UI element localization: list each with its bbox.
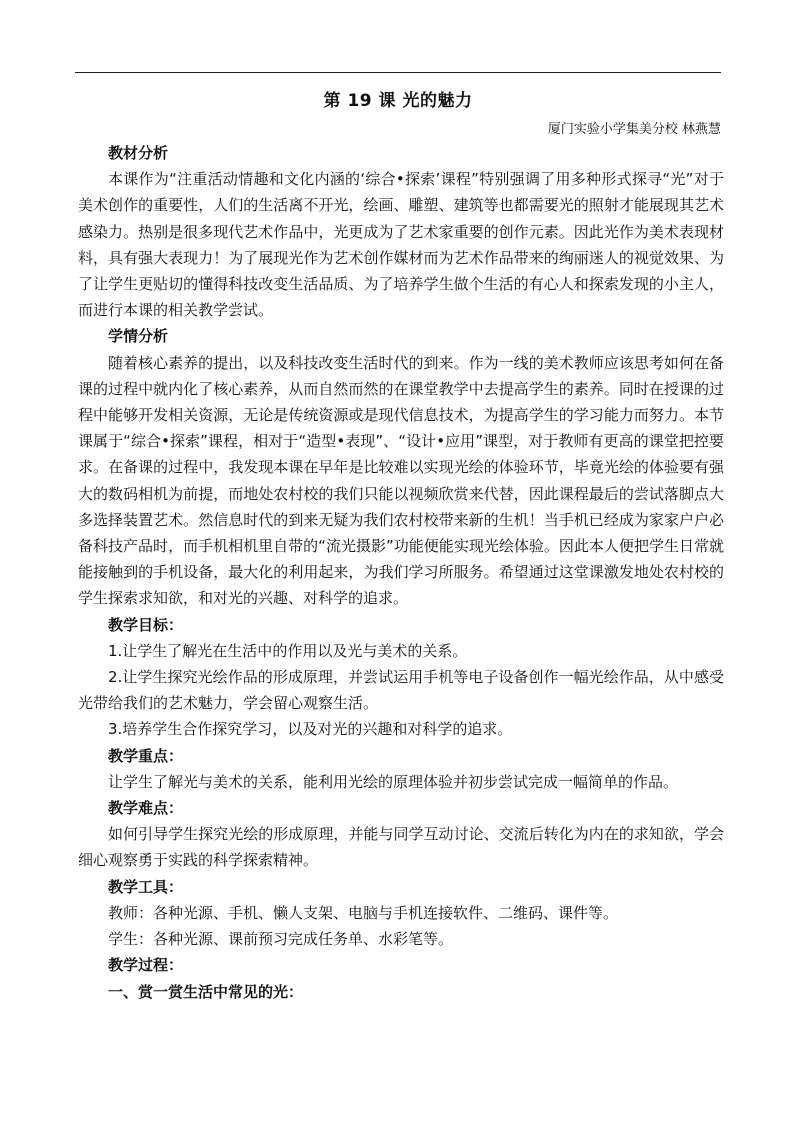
student-analysis-heading: 学情分析 (108, 327, 169, 346)
key-points-text: 让学生了解光与美术的关系，能利用光绘的原理体验并初步尝试完成一幅简单的作品。 (108, 772, 679, 791)
lesson-title: 第 19 课 光的魅力 (323, 91, 473, 111)
textbook-analysis-text: 本课作为“注重活动情趣和文化内涵的‘综合•探索’课程”特别强调了用多种形式探寻“光”对于美术创作的重要性，人们的生活离不开光，绘画、雕塑、建筑等也都需要光的照射才能展现其艺术感染力。热别是很多现代艺术作品中，光更成为了艺术家重要的创作元素。因此光作为美术表现材料，具有强大表现力！为了展现光作为艺术创作媒材而为艺术作品带来的绚丽迷人的视觉效果、为了让学生更贴切的懂得科技改变生活品质、为了培养学生做个生活的有心人和探索发现的小主人，而进行本课的相关教学尝试。 (78, 170, 724, 320)
teaching-goal-1: 1.让学生了解光在生活中的作用以及光与美术的关系。 (108, 641, 468, 660)
teacher-tools-text: 教师：各种光源、手机、懒人支架、电脑与手机连接软件、二维码、课件等。 (108, 903, 619, 922)
textbook-analysis-heading: 教材分析 (108, 144, 169, 162)
process-step-1-heading: 一、赏一赏生活中常见的光： (108, 982, 304, 1001)
teaching-goals-heading: 教学目标： (108, 615, 184, 634)
teaching-goal-3: 3.培养学生合作探究学习，以及对光的兴趣和对科学的追求。 (108, 720, 513, 739)
student-tools-text: 学生：各种光源、课前预习完成任务单、水彩笔等。 (108, 930, 454, 949)
author-line: 厦门实验小学集美分校 林燕慧 (547, 122, 721, 137)
difficulties-heading: 教学难点： (108, 799, 184, 818)
key-points-heading: 教学重点： (108, 746, 184, 765)
header-rule (75, 72, 721, 73)
document-body (78, 140, 724, 1005)
teaching-goal-2: 2.让学生探究光绘作品的形成原理，并尝试运用手机等电子设备创作一幅光绘作品，从中感受光带给我们的艺术魅力，学会留心观察生活。 (78, 668, 724, 713)
teaching-process-heading: 教学过程： (108, 956, 184, 975)
student-analysis-text: 随着核心素养的提出，以及科技改变生活时代的到来。作为一线的美术教师应该思考如何在备课的过程中就内化了核心素养，从而自然而然的在课堂教学中去提高学生的素养。同时在授课的过程中能够开发相关资源，无论是传统资源或是现代信息技术，为提高学生的学习能力而努力。本节课属于“综合•探索”课程，相对于“造型•表现”、“设计•应用”课型，对于教师有更高的课堂把控要求。在备课的过程中，我发现本课在早年是比较难以实现光绘的体验环节，毕竟光绘的体验要有强大的数码相机为前提，而地处农村校的我们只能以视频欣赏来代替，因此课程最后的尝试落脚点大多选择装置艺术。然信息时代的到来无疑为我们农村校带来新的生机！当手机已经成为家家户户必备科技产品时，而手机相机里自带的“流光摄影”功能便能实现光绘体验。因此本人便把学生日常就能接触到的手机设备，最大化的利用起来，为我们学习所服务。希望通过这堂课激发地处农村校的学生探索求知欲，和对光的兴趣、对科学的追求。 (78, 353, 724, 608)
teaching-tools-heading: 教学工具： (108, 877, 184, 896)
difficulties-text: 如何引导学生探究光绘的形成原理，并能与同学互动讨论、交流后转化为内在的求知欲，学会细心观察勇于实践的科学探索精神。 (78, 825, 724, 870)
